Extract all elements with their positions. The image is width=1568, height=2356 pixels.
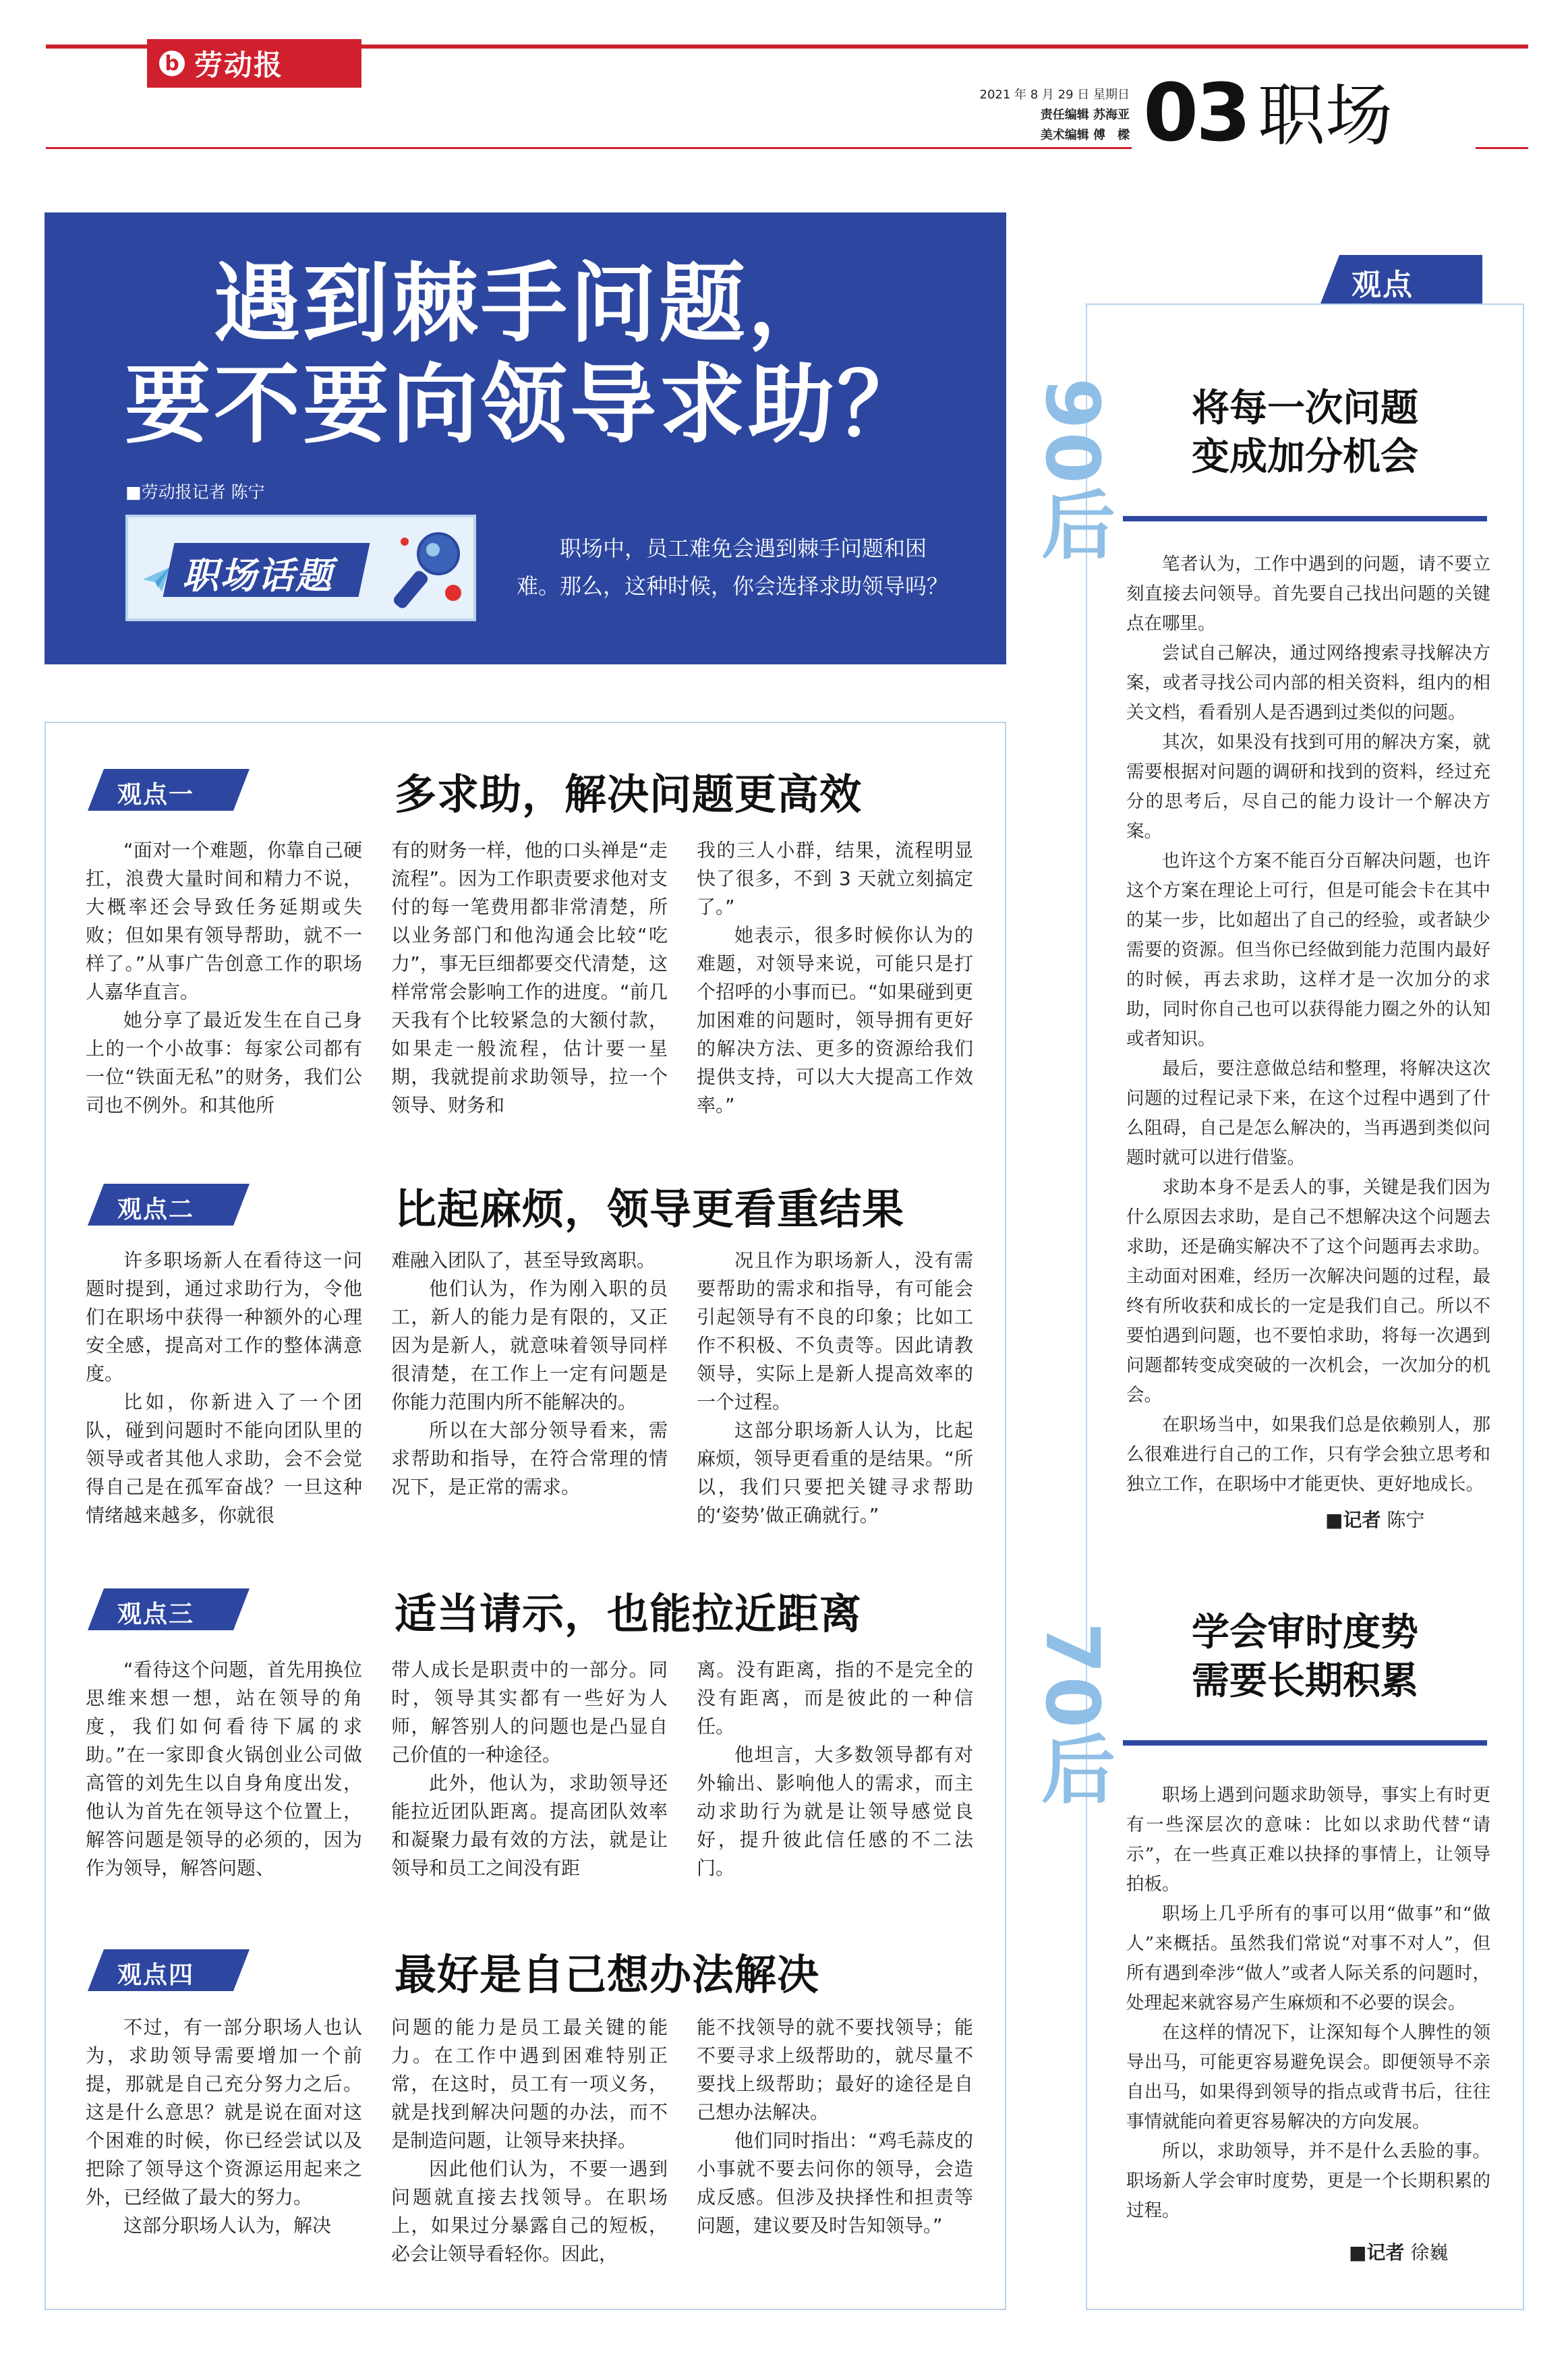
headline-panel <box>45 212 1006 664</box>
viewpoint1-col1 <box>86 836 362 1120</box>
section-title-3: 适当请示，也能拉近距离 <box>395 1589 863 1638</box>
paragraph: 他们认为，作为刚入职的员工，新人的能力是有限的，又正因为是新人，就意味着领导同样很清楚，在工作上一定有问题是你能力范围内所不能解决的。 <box>391 1277 668 1413</box>
post90-title-line-1: 将每一次问题 <box>1192 386 1418 430</box>
viewpoint2-col3 <box>697 1246 973 1530</box>
post70-title-line-2: 需要长期积累 <box>1192 1659 1418 1703</box>
top-rule-right <box>361 45 1528 49</box>
paragraph: 求助本身不是丢人的事，关键是我们因为什么原因去求助，是自己不想解决这个问题去求助，还是确实解决不了这个问题再去求助。主动面对困难，经历一次解决问题的过程，最终有所收获和成长的一定是我们自己。所以不要怕遇到问题，也不要怕求助，将每一次遇到问题都转变成突破的一次机会，一次加分的机会。 <box>1126 1177 1490 1406</box>
reporter-name: 陈宁 <box>1387 1509 1425 1531</box>
paragraph: 比如，你新进入了一个团队，碰到问题时不能向团队里的领导或者其他人求助，会不会觉得自己是在孤军奋战？一旦这种情绪越来越多，你就很 <box>86 1391 362 1526</box>
paragraph: 在这样的情况下，让深知每个人脾性的领导出马，可能更容易避免误会。即便领导不亲自出马，如果得到领导的指点或背书后，往往事情就能向着更容易解决的方向发展。 <box>1126 2022 1490 2132</box>
viewpoint1-col2 <box>391 836 668 1120</box>
art-editor-line: 美术编辑 傅 樑 <box>1040 128 1130 142</box>
post90-reporter <box>1325 1505 1424 1532</box>
paragraph: 问题的能力是员工最关键的能力。在工作中遇到困难特别正常，在这时，员工有一项义务，就是找到解决问题的办法，而不是制造问题，让领导来抉择。 <box>391 2016 668 2152</box>
headline-title <box>45 253 1006 455</box>
headline-line-1: 遇到棘手问题， <box>213 253 837 354</box>
post70-title-rule <box>1123 1740 1487 1746</box>
viewpoint-badge-1 <box>88 769 250 811</box>
post90-body <box>1126 550 1490 1501</box>
column-tag-text: 职场话题 <box>182 554 333 597</box>
header-meta <box>944 85 1130 146</box>
badge-label: 观点四 <box>117 1961 195 1989</box>
byline: ■劳动报记者 陈宁 <box>125 482 265 502</box>
paragraph: 带人成长是职责中的一部分。同时，领导其实都有一些好为人师，解答别人的问题也是凸显自己价值的一种途径。 <box>391 1659 668 1766</box>
paragraph: 笔者认为，工作中遇到的问题，请不要立刻直接去问领导。首先要自己找出问题的关键点在哪里。 <box>1126 554 1490 634</box>
paragraph: “看待这个问题，首先用换位思维来想一想，站在领导的角度，我们如何看待下属的求助。”在一家即食火锅创业公司做高管的刘先生以自身角度出发，他认为首先在领导这个位置上，解答问题是领导的必须的，因为作为领导，解答问题、 <box>86 1659 362 1879</box>
viewpoint2-col2 <box>391 1246 668 1530</box>
logo-mark-icon: b <box>159 51 185 76</box>
post90-title-line-2: 变成加分机会 <box>1192 435 1418 479</box>
paragraph: 她分享了最近发生在自己身上的一个小故事：每家公司都有一位“铁面无私”的财务，我们公司也不例外。和其他所 <box>86 1009 362 1116</box>
paragraph: 这部分职场人认为，解决 <box>123 2214 332 2237</box>
badge-label: 观点二 <box>117 1195 195 1224</box>
section-title-1: 多求助，解决问题更高效 <box>395 770 863 819</box>
post70-label: 70后 <box>1029 1622 1115 1808</box>
header-rule-left <box>46 147 1132 149</box>
paragraph: 尝试自己解决，通过网络搜索寻找解决方案，或者寻找公司内部的相关资料，组内的相关文档，看看别人是否遇到过类似的问题。 <box>1126 643 1490 723</box>
post70-reporter <box>1349 2238 1448 2265</box>
paragraph: 许多职场新人在看待这一问题时提到，通过求助行为，令他们在职场中获得一种额外的心理安全感，提高对工作的整体满意度。 <box>86 1249 362 1385</box>
paragraph: 他们同时指出：“鸡毛蒜皮的小事就不要去问你的领导，会造成反感。但涉及抉择性和担责等问题，建议要及时告知领导。” <box>697 2129 973 2237</box>
viewpoint-badge-4 <box>88 1949 250 1991</box>
badge-label: 观点三 <box>117 1600 195 1628</box>
date-line: 2021 年 8 月 29 日 星期日 <box>979 88 1130 102</box>
viewpoint2-col1 <box>86 1246 362 1530</box>
paragraph: 所以，求助领导，并不是什么丢脸的事。职场新人学会审时度势，更是一个长期积累的过程。 <box>1126 2141 1490 2221</box>
paragraph: “面对一个难题，你靠自己硬扛，浪费大量时间和精力不说，大概率还会导致任务延期或失败；但如果有领导帮助，就不一样了。”从事广告创意工作的职场人嘉华直言。 <box>86 839 362 1003</box>
paragraph: 因此他们认为，不要一遇到问题就直接去找领导。在职场上，如果过分暴露自己的短板，必会让领导看轻你。因此， <box>391 2158 668 2265</box>
paragraph: 他坦言，大多数领导都有对外输出、影响他人的需求，而主动求助行为就是让领导感觉良好，提升彼此信任感的不二法门。 <box>697 1744 973 1879</box>
paragraph: 这部分职场新人认为，比起麻烦，领导更看重的是结果。“所以，我们只要把关键寻求帮助的‘姿势’做正确就行。” <box>697 1419 973 1526</box>
paragraph: 能不找领导的就不要找领导；能不要寻求上级帮助的，就尽量不要找上级帮助；最好的途径是自己想办法解决。 <box>697 2016 973 2123</box>
post70-body <box>1126 1781 1490 2266</box>
section-name: 职场 <box>1258 76 1393 155</box>
viewpoint-badge-2 <box>88 1184 250 1226</box>
editor-line: 责任编辑 苏海亚 <box>1040 108 1130 122</box>
paragraph: 不过，有一部分职场人也认为，求助领导需要增加一个前提，那就是自己充分努力之后。这是什么意思？就是说在面对这个困难的时候，你已经尝试以及把除了领导这个资源运用起来之外，已经做了最大的努力。 <box>86 2016 362 2208</box>
paragraph: 离。没有距离，指的不是完全的没有距离，而是彼此的一种信任。 <box>697 1659 973 1737</box>
top-rule-left <box>46 45 147 49</box>
paragraph: 况且作为职场新人，没有需要帮助的需求和指导，有可能会引起领导有不良的印象；比如工作不积极、不负责等。因此请教领导，实际上是新人提高效率的一个过程。 <box>697 1249 973 1413</box>
paragraph: 我的三人小群，结果，流程明显快了很多，不到 3 天就立刻搞定了。” <box>697 839 973 918</box>
intro-text: 职场中，员工难免会遇到棘手问题和困难。那么，这种时候，你会选择求助领导吗？ <box>517 536 949 599</box>
section-number: 03 <box>1143 66 1249 159</box>
paragraph: 所以在大部分领导看来，需求帮助和指导，在符合常理的情况下，是正常的需求。 <box>391 1419 668 1498</box>
post70-title <box>1123 1609 1487 1706</box>
paragraph: 也许这个方案不能百分百解决问题，也许这个方案在理论上可行，但是可能会卡在其中的某一步，比如超出了自己的经验，或者缺少需要的资源。但当你已经做到能力范围内最好的时候，再去求助，这样才是一次加分的求助，同时你自己也可以获得能力圈之外的认知或者知识。 <box>1126 851 1490 1050</box>
newspaper-logo <box>147 39 361 88</box>
viewpoint4-col3 <box>697 2013 973 2297</box>
viewpoint1-col3 <box>697 836 973 1120</box>
reporter-prefix: ■记者 <box>1349 2241 1405 2264</box>
paragraph: 她表示，很多时候你认为的难题，对领导来说，可能只是打个招呼的小事而已。“如果碰到更加困难的问题时，领导拥有更好的解决方法、更多的资源给我们提供支持，可以大大提高工作效率。” <box>697 924 973 1116</box>
post90-title-rule <box>1123 516 1487 521</box>
paragraph: 职场上遇到问题求助领导，事实上有时更有一些深层次的意味：比如以求助代替“请示”，在一些真正难以抉择的事情上，让领导拍板。 <box>1126 1785 1490 1895</box>
viewpoint3-col3 <box>697 1656 973 1912</box>
reporter-name: 徐巍 <box>1410 2241 1449 2264</box>
microphone-icon <box>391 529 465 610</box>
viewpoint-badge-3 <box>88 1588 250 1630</box>
opinion-tag <box>1320 255 1482 304</box>
viewpoint3-col2 <box>391 1656 668 1912</box>
paragraph: 在职场当中，如果我们总是依赖别人，那么很难进行自己的工作，只有学会独立思考和独立工作，在职场中才能更快、更好地成长。 <box>1126 1414 1490 1495</box>
paragraph: 难融入团队了，甚至导致离职。 <box>391 1249 656 1271</box>
reporter-prefix: ■记者 <box>1325 1509 1381 1531</box>
post70-title-line-1: 学会审时度势 <box>1192 1611 1418 1655</box>
post90-label: 90后 <box>1029 378 1115 564</box>
paragraph: 最后，要注意做总结和整理，将解决这次问题的过程记录下来，在这个过程中遇到了什么阻碍，自己是怎么解决的，当再遇到类似问题时就可以进行借鉴。 <box>1126 1058 1490 1168</box>
section-title-2: 比起麻烦，领导更看重结果 <box>395 1184 905 1234</box>
column-tag-badge <box>125 515 476 621</box>
headline-line-2: 要不要向领导求助？ <box>124 354 926 455</box>
viewpoint4-col2 <box>391 2013 668 2297</box>
section-title-4: 最好是自己想办法解决 <box>395 1950 820 1999</box>
badge-label: 观点一 <box>117 780 195 809</box>
paper-name: 劳动报 <box>194 49 284 82</box>
viewpoint4-col1 <box>86 2013 362 2297</box>
viewpoint3-col1 <box>86 1656 362 1912</box>
opinion-tag-label: 观点 <box>1352 268 1414 302</box>
paragraph: 其次，如果没有找到可用的解决方案，就需要根据对问题的调研和找到的资料，经过充分的思考后，尽自己的能力设计一个解决方案。 <box>1126 732 1490 842</box>
header-rule-right <box>1476 147 1528 149</box>
post90-title <box>1123 384 1487 482</box>
paragraph: 此外，他认为，求助领导还能拉近团队距离。提高团队效率和凝聚力最有效的方法，就是让领导和员工之间没有距 <box>391 1772 668 1879</box>
paragraph: 有的财务一样，他的口头禅是“走流程”。因为工作职责要求他对支付的每一笔费用都非常清楚，所以业务部门和他沟通会比较“吃力”，事无巨细都要交代清楚，这样常常会影响工作的进度。“前几天我有个比较紧急的大额付款，如果走一般流程，估计要一星期，我就提前求助领导，拉一个领导、财务和 <box>391 839 668 1116</box>
paragraph: 职场上几乎所有的事可以用“做事”和“做人”来概括。虽然我们常说“对事不对人”，但所有遇到牵涉“做人”或者人际关系的问题时，处理起来就容易产生麻烦和不必要的误会。 <box>1126 1903 1490 2013</box>
